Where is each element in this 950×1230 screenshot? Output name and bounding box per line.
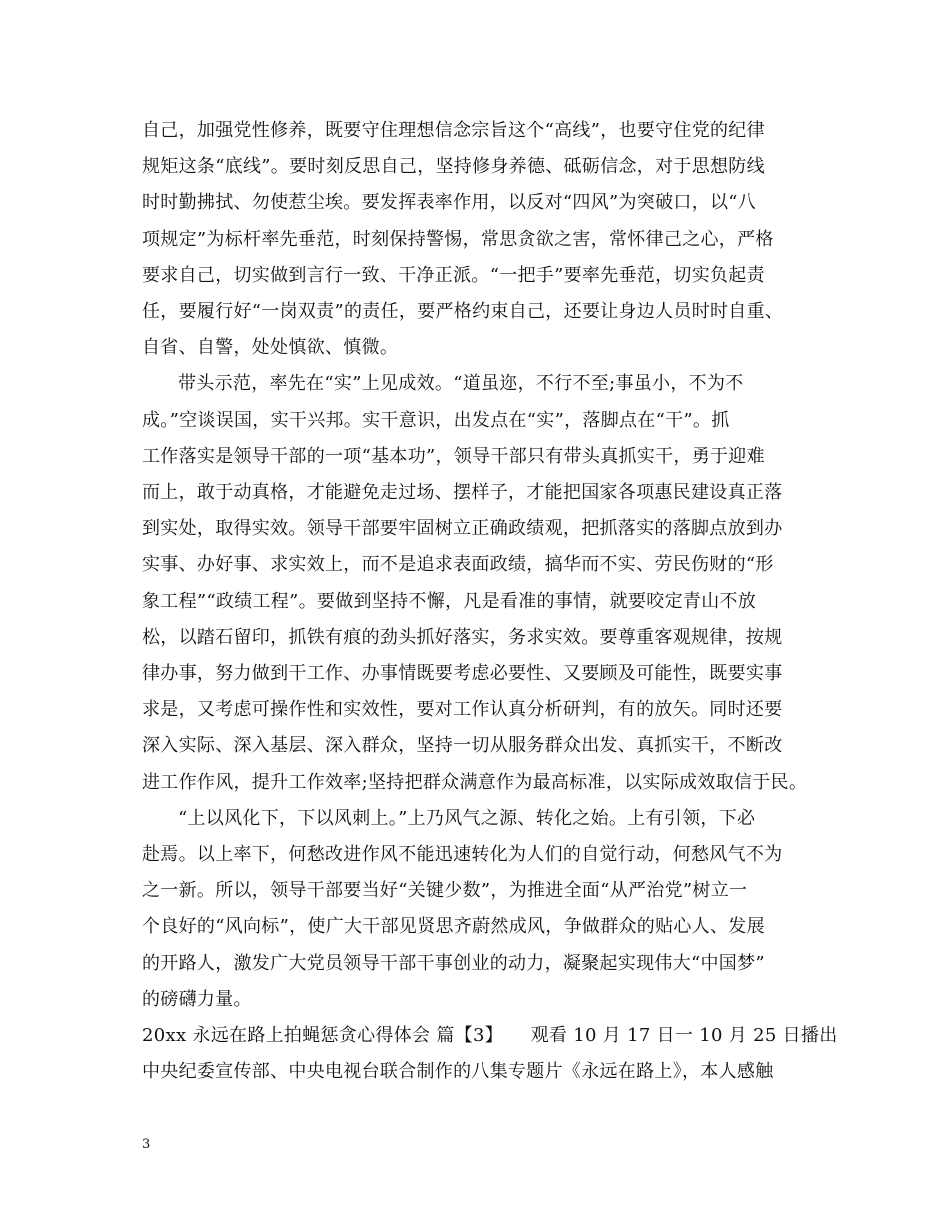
text-line: 带头示范，率先在“实”上见成效。“道虽迩，不行不至;事虽小，不为不 (178, 373, 744, 395)
text-line: 的开路人，激发广大党员领导干部干事创业的动力，凝聚起实现伟大“中国梦” (142, 952, 765, 974)
paragraph-2 (142, 366, 822, 800)
text-line: 自省、自警，处处慎欲、慎微。 (142, 337, 399, 359)
text-line: 要求自己，切实做到言行一致、干净正派。“一把手”要率先垂范，切实负起责 (142, 264, 765, 286)
text-line: 的磅礴力量。 (142, 988, 252, 1010)
paragraph-4 (142, 1018, 838, 1090)
text-line: 象工程”“政绩工程”。要做到坚持不懈，凡是看准的事情，就要咬定青山不放 (142, 590, 757, 612)
section-heading-line: 20xx 永远在路上拍蝇惩贪心得体会 篇【3】 观看 10 月 17 日一 10 月 25 日播出 (142, 1025, 838, 1047)
text-line: 律办事，努力做到干工作、办事情既要考虑必要性、又要顾及可能性，既要实事 (142, 663, 783, 685)
text-line: 进工作作风，提升工作效率;坚持把群众满意作为最高标准，以实际成效取信于民。 (142, 771, 808, 793)
text-line: 深入实际、深入基层、深入群众，坚持一切从服务群众出发、真抓实干，不断改 (142, 735, 783, 757)
paragraph-1 (142, 113, 822, 366)
text-line: 自己，加强党性修养，既要守住理想信念宗旨这个“高线”，也要守住党的纪律 (142, 120, 765, 141)
text-line: 之一新。所以，领导干部要当好“关键少数”，为推进全面“从严治党”树立一 (142, 880, 748, 902)
text-line: 而上，敢于动真格，才能避免走过场、摆样子，才能把国家各项惠民建设真正落 (142, 482, 783, 504)
text-line: 中央纪委宣传部、中央电视台联合制作的八集专题片《永远在路上》，本人感触 (142, 1061, 774, 1083)
page-number: 3 (142, 1137, 151, 1152)
text-line: 时时勤拂拭、勿使惹尘埃。要发挥表率作用，以反对“四风”为突破口，以“八 (142, 192, 757, 214)
text-line: 赴焉。以上率下，何愁改进作风不能迅速转化为人们的自觉行动，何愁风气不为 (142, 844, 783, 866)
text-line: 松，以踏石留印，抓铁有痕的劲头抓好落实，务求实效。要尊重客观规律，按规 (142, 626, 783, 648)
text-line: 到实处，取得实效。领导干部要牢固树立正确政绩观，把抓落实的落脚点放到办 (142, 518, 783, 540)
text-line: 成。”空谈误国，实干兴邦。实干意识，出发点在“实”，落脚点在“干”。抓 (142, 409, 730, 431)
text-line: 规矩这条“底线”。要时刻反思自己，坚持修身养德、砥砺信念，对于思想防线 (142, 156, 765, 178)
paragraph-3 (142, 801, 822, 1018)
text-line: 任，要履行好“一岗双责”的责任，要严格约束自己，还要让身边人员时时自重、 (142, 301, 784, 323)
text-line: 个良好的“风向标”，使广大干部见贤思齐蔚然成风，争做群众的贴心人、发展 (142, 916, 765, 938)
text-line: “上以风化下，下以风刺上。”上乃风气之源、转化之始。上有引领，下必 (178, 807, 756, 829)
text-line: 项规定”为标杆率先垂范，时刻保持警惕，常思贪欲之害，常怀律己之心，严格 (142, 228, 774, 250)
text-line: 实事、办好事、求实效上，而不是追求表面政绩，搞华而不实、劳民伤财的“形 (142, 554, 774, 576)
text-line: 求是，又考虑可操作性和实效性，要对工作认真分析研判，有的放矢。同时还要 (142, 699, 783, 721)
document-body (142, 113, 838, 1090)
text-line: 工作落实是领导干部的一项“基本功”，领导干部只有带头真抓实干，勇于迎难 (142, 445, 765, 467)
